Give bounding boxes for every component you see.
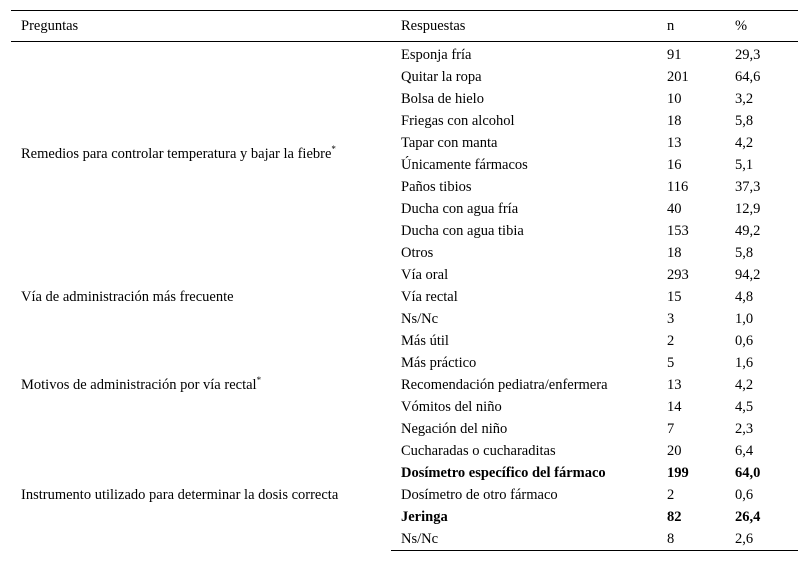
response-cell: Únicamente fármacos (401, 156, 528, 173)
percent-cell: 64,6 (735, 68, 761, 85)
percent-cell: 4,2 (735, 376, 754, 393)
percent-cell: 0,6 (735, 332, 754, 349)
response-cell: Vía oral (401, 266, 449, 283)
response-cell: Cucharadas o cucharaditas (401, 442, 556, 459)
response-cell: Recomendación pediatra/enfermera (401, 376, 608, 393)
count-cell: 10 (667, 90, 682, 107)
percent-cell: 26,4 (735, 508, 761, 525)
response-cell: Tapar con manta (401, 134, 498, 151)
count-cell: 16 (667, 156, 682, 173)
percent-cell: 5,1 (735, 156, 754, 173)
count-cell: 15 (667, 288, 682, 305)
count-cell: 153 (667, 222, 689, 239)
header-respuestas: Respuestas (391, 11, 657, 42)
percent-cell: 49,2 (735, 222, 761, 239)
response-cell: Vómitos del niño (401, 398, 502, 415)
count-cell: 13 (667, 376, 682, 393)
table-row (11, 440, 798, 462)
percent-cell: 5,8 (735, 244, 754, 261)
response-cell: Ducha con agua fría (401, 200, 519, 217)
count-cell: 2 (667, 332, 675, 349)
count-cell: 14 (667, 398, 682, 415)
response-cell: Paños tibios (401, 178, 472, 195)
response-cell: Ducha con agua tibia (401, 222, 524, 239)
percent-cell: 6,4 (735, 442, 754, 459)
survey-table-container (11, 10, 798, 551)
percent-cell: 94,2 (735, 266, 761, 283)
percent-cell: 2,3 (735, 420, 754, 437)
count-cell: 91 (667, 46, 682, 63)
response-cell: Ns/Nc (391, 528, 657, 551)
header-preguntas: Preguntas (11, 11, 391, 42)
count-cell: 5 (667, 354, 675, 371)
response-cell: Más práctico (401, 354, 477, 371)
percent-cell: 3,2 (735, 90, 754, 107)
count-cell: 18 (667, 112, 682, 129)
percent-cell: 1,0 (735, 310, 754, 327)
count-cell: 13 (667, 134, 682, 151)
count-cell: 201 (667, 68, 689, 85)
percent-cell: 29,3 (735, 46, 761, 63)
header-percent: % (725, 11, 798, 42)
table-row (11, 264, 798, 286)
count-cell: 3 (667, 310, 675, 327)
response-cell: Más útil (401, 332, 449, 349)
percent-cell: 4,5 (735, 398, 754, 415)
percent-cell: 2,6 (725, 528, 798, 551)
count-cell: 7 (667, 420, 675, 437)
count-cell: 293 (667, 266, 689, 283)
response-cell: Bolsa de hielo (401, 90, 484, 107)
footnote-marker: * (256, 374, 262, 385)
count-cell: 40 (667, 200, 682, 217)
count-cell: 18 (667, 244, 682, 261)
question-text: Instrumento utilizado para determinar la dosis correcta (21, 486, 339, 503)
question-cell (11, 264, 391, 330)
header-n: n (657, 11, 725, 42)
percent-cell: 5,8 (735, 112, 754, 129)
header-row (11, 11, 798, 42)
response-cell: Dosímetro de otro fármaco (401, 486, 558, 503)
table-row (11, 42, 798, 67)
table-body (11, 42, 798, 551)
response-cell: Otros (401, 244, 434, 261)
question-text: Remedios para controlar temperatura y bajar la fiebre (21, 145, 332, 162)
response-cell: Friegas con alcohol (401, 112, 515, 129)
question-text: Motivos de administración por vía rectal (21, 376, 257, 393)
response-cell: Negación del niño (401, 420, 508, 437)
response-cell: Quitar la ropa (401, 68, 482, 85)
response-cell: Vía rectal (401, 288, 458, 305)
question-text: Vía de administración más frecuente (21, 288, 234, 305)
question-cell (11, 42, 391, 265)
percent-cell: 12,9 (735, 200, 761, 217)
count-cell: 2 (667, 486, 675, 503)
percent-cell: 4,8 (735, 288, 754, 305)
count-cell: 199 (667, 464, 689, 481)
percent-cell: 37,3 (735, 178, 761, 195)
footnote-marker: * (331, 143, 336, 154)
survey-results-table (11, 10, 798, 551)
count-cell: 20 (667, 442, 682, 459)
count-cell: 8 (657, 528, 725, 551)
response-cell: Jeringa (401, 508, 448, 525)
question-cell (11, 440, 391, 551)
percent-cell: 64,0 (735, 464, 761, 481)
table-row (11, 330, 798, 352)
percent-cell: 0,6 (735, 486, 754, 503)
count-cell: 116 (667, 178, 689, 195)
percent-cell: 4,2 (735, 134, 754, 151)
response-cell: Ns/Nc (401, 310, 439, 327)
percent-cell: 1,6 (735, 354, 754, 371)
response-cell: Dosímetro específico del fármaco (401, 464, 606, 481)
count-cell: 82 (667, 508, 682, 525)
response-cell: Esponja fría (401, 46, 472, 63)
question-cell (11, 330, 391, 440)
